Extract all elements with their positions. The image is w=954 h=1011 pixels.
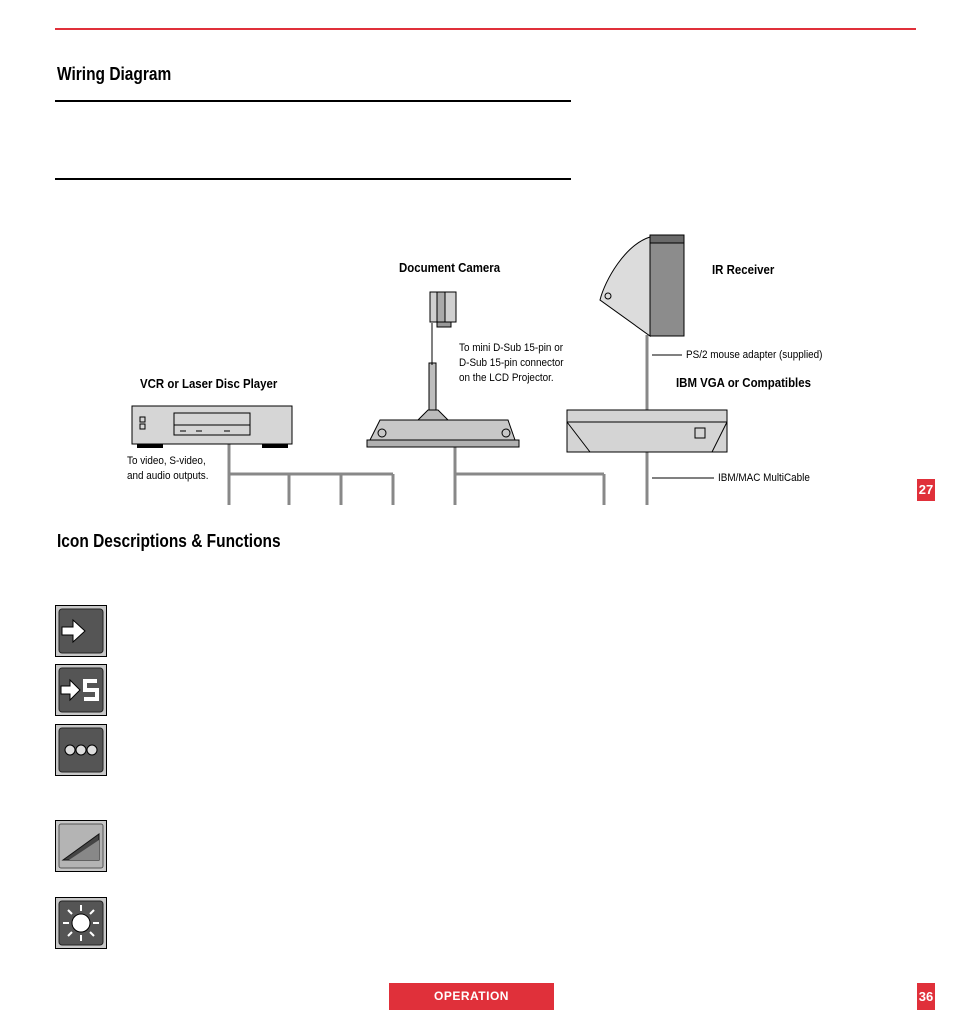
- menu-dots-icon: [55, 724, 107, 776]
- ibm-label: IBM VGA or Compatibles: [676, 375, 811, 390]
- vcr-note-line-2: and audio outputs.: [127, 470, 209, 482]
- camera-note-line-2: D-Sub 15-pin connector: [459, 357, 564, 369]
- camera-note-line-3: on the LCD Projector.: [459, 372, 554, 384]
- document-camera-label: Document Camera: [399, 260, 501, 275]
- s-video-input-icon: [55, 664, 107, 716]
- icon-descriptions-heading: Icon Descriptions & Functions: [57, 531, 281, 551]
- brightness-icon: [55, 897, 107, 949]
- side-page-number: 27: [917, 479, 935, 501]
- ir-receiver-drawing: [600, 235, 684, 336]
- vcr-label: VCR or Laser Disc Player: [140, 376, 278, 391]
- vcr-note-line-1: To video, S-video,: [127, 455, 206, 467]
- ps2-adapter-note: PS/2 mouse adapter (supplied): [686, 349, 823, 361]
- ibm-computer-drawing: [567, 410, 727, 452]
- camera-note-line-1: To mini D-Sub 15-pin or: [459, 342, 564, 354]
- vcr-player-drawing: [132, 406, 292, 448]
- camera-note: [459, 341, 564, 386]
- footer-section-tab: OPERATION: [389, 983, 554, 1010]
- video-input-icon: [55, 605, 107, 657]
- vcr-outputs-note: [127, 454, 208, 484]
- wiring-diagram-heading: Wiring Diagram: [57, 64, 172, 84]
- ir-receiver-label: IR Receiver: [712, 262, 775, 277]
- multicable-note: IBM/MAC MultiCable: [718, 472, 810, 484]
- bottom-page-number: 36: [917, 983, 935, 1010]
- volume-ramp-icon: [55, 820, 107, 872]
